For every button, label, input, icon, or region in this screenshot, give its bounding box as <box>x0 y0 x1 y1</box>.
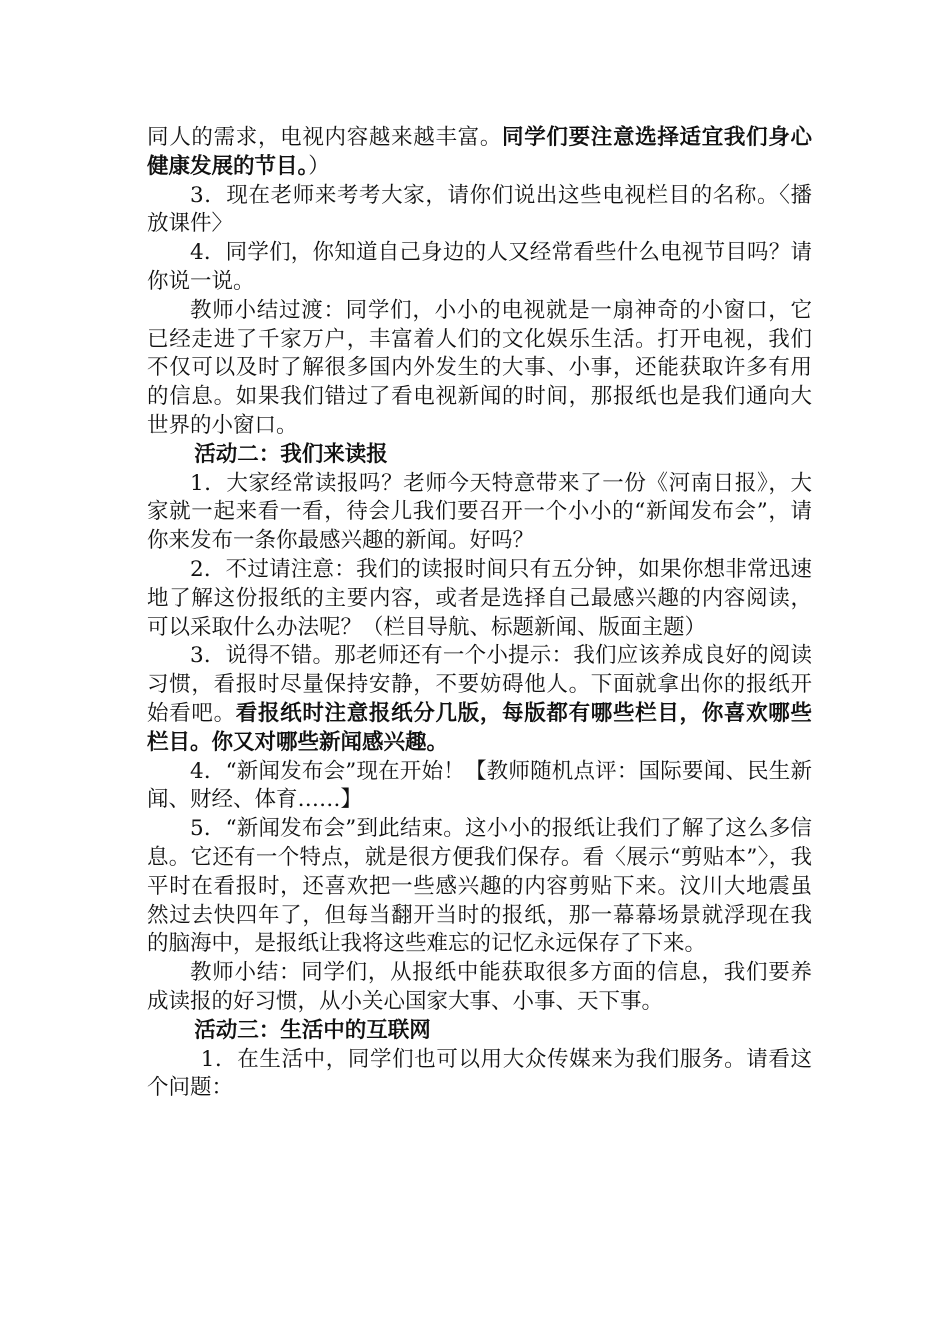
paragraph-activity2-item-2: 2．不过请注意：我们的读报时间只有五分钟，如果你想非常迅速地了解这份报纸的主要内容，或者是选择自己最感兴趣的内容阅读，可以采取什么办法呢？（栏目导航、标题新闻、版面主题） <box>147 556 812 640</box>
emphasis-text: 同学们要注意选择适宜我们身心健康发展的节目。 <box>147 125 812 179</box>
paragraph-text: 3．说得不错。那老师还有一个小提示：我们应该养成良好的阅读习惯，看报时尽量保持安静，不要妨碍他人。下面就拿出你的报纸开始看吧。 <box>147 643 812 726</box>
paragraph-tv-needs <box>147 124 812 182</box>
paragraph-activity2-item-3 <box>147 642 812 757</box>
section-heading-activity-2: 活动二：我们来读报 <box>194 441 388 467</box>
paragraph-item-4: 4．同学们，你知道自己身边的人又经常看些什么电视节目吗？请你说一说。 <box>147 240 812 294</box>
paragraph-activity3-item-1: 1．在生活中，同学们也可以用大众传媒来为我们服务。请看这个问题： <box>147 1046 812 1101</box>
paragraph-teacher-summary: 教师小结过渡：同学们，小小的电视就是一扇神奇的小窗口，它已经走进了千家万户，丰富着人们的文化娱乐生活。打开电视，我们不仅可以及时了解很多国内外发生的大事、小事，还能获取许多有用的信息。如果我们错过了看电视新闻的时间，那报纸也是我们通向大世界的小窗口。 <box>147 297 812 438</box>
paragraph-activity2-item-1: 1．大家经常读报吗？老师今天特意带来了一份《河南日报》，大家就一起来看一看，待会儿我们要召开一个小小的“新闻发布会”，请你来发布一条你最感兴趣的新闻。好吗？ <box>147 470 812 554</box>
paragraph-activity2-item-4: 4．“新闻发布会”现在开始！【教师随机点评：国际要闻、民生新闻、财经、体育……】 <box>147 758 812 813</box>
document-page <box>147 124 812 1103</box>
paragraph-item-3: 3．现在老师来考考大家，请你们说出这些电视栏目的名称。〈播放课件〉 <box>147 182 812 237</box>
paragraph-text: 同人的需求，电视内容越来越丰富。 <box>147 125 503 150</box>
paragraph-text: ） <box>308 153 330 179</box>
paragraph-activity2-item-5: 5．“新闻发布会”到此结束。这小小的报纸让我们了解了这么多信息。它还有一个特点，就是很方便我们保存。看〈展示“剪贴本”〉，我平时在看报时，还喜欢把一些感兴趣的内容剪贴下来。汶川大地震虽然过去快四年了，但每当翻开当时的报纸，那一幕幕场景就浮现在我的脑海中，是报纸让我将这些难忘的记忆永远保存了下来。 <box>147 816 812 957</box>
section-heading-activity-3: 活动三：生活中的互联网 <box>194 1017 431 1043</box>
emphasis-text: 看报纸时注意报纸分几版，每版都有哪些栏目，你喜欢哪些栏目。你又对哪些新闻感兴趣。 <box>147 700 812 755</box>
paragraph-teacher-summary-2: 教师小结：同学们，从报纸中能获取很多方面的信息，我们要养成读报的好习惯，从小关心国家大事、小事、天下事。 <box>147 960 812 1014</box>
